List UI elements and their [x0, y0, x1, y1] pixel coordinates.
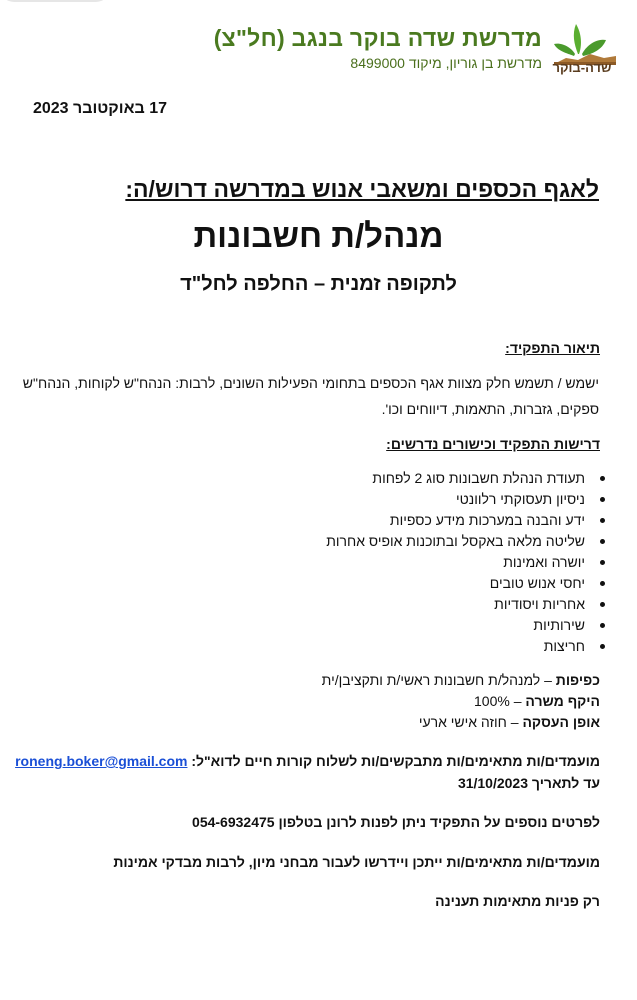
list-item: שירותיות — [326, 615, 585, 636]
list-item: יחסי אנוש טובים — [326, 573, 585, 594]
list-item: שליטה מלאה באקסל ובתוכנות אופיס אחרות — [326, 531, 585, 552]
top-overlay-shadow — [0, 0, 110, 2]
email-link[interactable]: roneng.boker@gmail.com — [15, 753, 188, 769]
scope-line — [474, 693, 600, 709]
list-item: יושרה ואמינות — [326, 552, 585, 573]
subordination-line — [322, 672, 600, 688]
list-item: ניסיון תעסוקתי רלוונטי — [326, 489, 585, 510]
requirements-label: דרישות התפקיד וכישורים נדרשים: — [386, 436, 600, 452]
contact-line: לפרטים נוספים על התפקיד ניתן לפנות לרונן בטלפון 054-6932475 — [192, 814, 600, 830]
list-item: חריצות — [326, 636, 585, 657]
employment-value: – חוזה אישי ארעי — [418, 714, 523, 730]
apply-line — [15, 753, 600, 769]
footer-note: רק פניות מתאימות תענינה — [435, 893, 600, 909]
screening-line: מועמדים/ות מתאימים/ות ייתכן ויידרשו לעבור מבחני מיון, לרבות מבדקי אמינות — [113, 854, 600, 870]
description-label: תיאור התפקיד: — [505, 340, 600, 356]
school-address: מדרשת בן גוריון, מיקוד 8499000 — [350, 55, 542, 71]
employment-label: אופן העסקה — [522, 714, 600, 730]
list-item: ידע והבנה במערכות מידע כספיות — [326, 510, 585, 531]
apply-text: מועמדים/ות מתאימים/ות מתבקשים/ות לשלוח קורות חיים לדוא"ל: — [187, 753, 600, 769]
description-text: ישמש / תשמש חלק מצוות אגף הכספים בתחומי הפעילות השונים, לרבות: הנהח"ש לקוחות, הנהח"ש ספקים, גזברות, התאמות, דיווחים וכו'. — [22, 375, 599, 417]
subordination-value: – למנהל/ת חשבונות ראשי/ת ותקציבן/ית — [321, 672, 556, 688]
deadline-line: עד לתאריך 31/10/2023 — [457, 775, 600, 791]
job-title: מנהל/ת חשבונות — [193, 217, 444, 254]
department-heading: לאגף הכספים ומשאבי אנוש במדרשה דרוש/ה: — [125, 176, 599, 202]
list-item: תעודת הנהלת חשבונות סוג 2 לפחות — [326, 468, 585, 489]
school-name: מדרשת שדה בוקר בנגב (חל"צ) — [213, 25, 542, 51]
document-date: 17 באוקטובר 2023 — [32, 100, 167, 117]
scope-value: – 100% — [474, 693, 526, 709]
list-item: אחריות ויסודיות — [326, 594, 585, 615]
scope-label: היקף משרה — [525, 693, 600, 709]
logo-text: שדה-בוקר — [552, 60, 612, 75]
job-subtitle: לתקופה זמנית – החלפה לחל"ד — [180, 273, 457, 295]
subordination-label: כפיפות — [555, 672, 600, 688]
employment-line — [419, 714, 600, 730]
requirements-list — [326, 468, 607, 657]
